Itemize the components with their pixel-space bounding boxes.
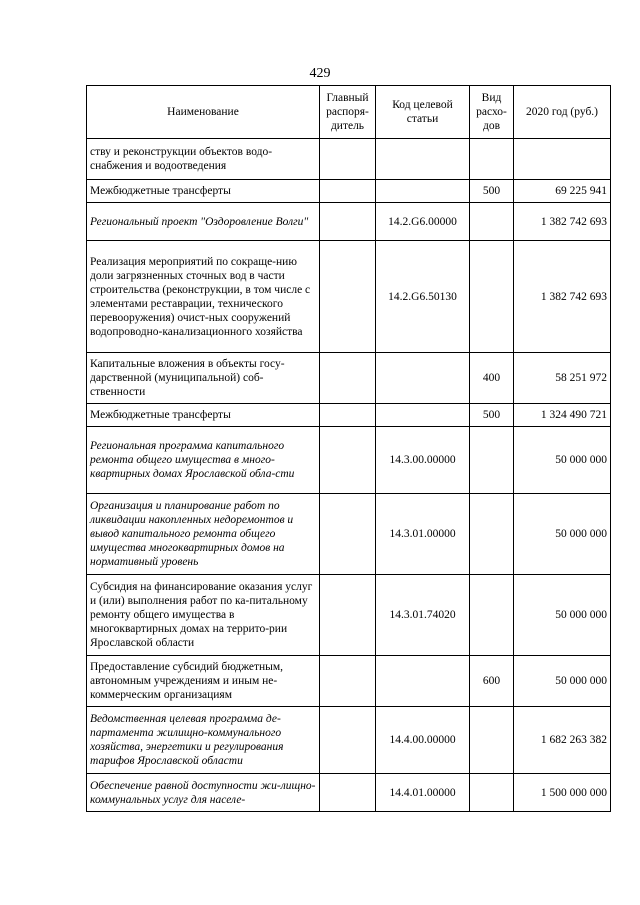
row-manager xyxy=(320,427,376,494)
row-name: Региональный проект "Оздоровление Волги" xyxy=(87,203,320,241)
row-name: Межбюджетные трансферты xyxy=(87,180,320,203)
table-row xyxy=(87,427,611,494)
row-kind xyxy=(470,494,514,575)
table-row xyxy=(87,575,611,656)
row-kind xyxy=(470,241,514,353)
page-number: 429 xyxy=(309,66,331,81)
table-row xyxy=(87,241,611,353)
row-code: 14.3.01.00000 xyxy=(376,494,470,575)
row-code xyxy=(376,180,470,203)
row-amount: 50 000 000 xyxy=(514,494,611,575)
row-amount: 1 324 490 721 xyxy=(514,404,611,427)
row-manager xyxy=(320,180,376,203)
table-row xyxy=(87,139,611,180)
header-manager: Главный распоря-дитель xyxy=(320,86,376,139)
header-year: 2020 год (руб.) xyxy=(514,86,611,139)
row-kind: 500 xyxy=(470,404,514,427)
row-kind: 600 xyxy=(470,656,514,707)
row-name: Региональная программа капитального ремонта общего имущества в много-квартирных домах Ярославской обла-сти xyxy=(87,427,320,494)
row-name: Капитальные вложения в объекты госу-дарственной (муниципальной) соб-ственности xyxy=(87,353,320,404)
row-name: Реализация мероприятий по сокраще-нию доли загрязненных сточных вод в части строительства (реконструкции, в том числе с элементами реставрации, технического перевооружения) очист-ных сооружений водопроводно-канализационного хозяйства xyxy=(87,241,320,353)
row-kind xyxy=(470,427,514,494)
row-kind xyxy=(470,774,514,812)
table-row xyxy=(87,353,611,404)
row-amount xyxy=(514,139,611,180)
table-row xyxy=(87,707,611,774)
row-amount: 1 682 263 382 xyxy=(514,707,611,774)
row-amount: 1 382 742 693 xyxy=(514,203,611,241)
header-code: Код целевой статьи xyxy=(376,86,470,139)
row-amount: 1 382 742 693 xyxy=(514,241,611,353)
row-kind xyxy=(470,139,514,180)
row-code: 14.4.00.00000 xyxy=(376,707,470,774)
budget-table xyxy=(86,85,611,812)
row-name: Организация и планирование работ по ликвидации накопленных недоремонтов и вывод капитального ремонта общего имущества многоквартирных домов на нормативный уровень xyxy=(87,494,320,575)
row-manager xyxy=(320,203,376,241)
row-manager xyxy=(320,707,376,774)
row-manager xyxy=(320,774,376,812)
header-kind: Вид расхо-дов xyxy=(470,86,514,139)
row-name: Ведомственная целевая программа де-партамента жилищно-коммунального хозяйства, энергетики и регулирования тарифов Ярославской области xyxy=(87,707,320,774)
row-code: 14.4.01.00000 xyxy=(376,774,470,812)
row-code: 14.2.G6.00000 xyxy=(376,203,470,241)
row-manager xyxy=(320,353,376,404)
row-name: Межбюджетные трансферты xyxy=(87,404,320,427)
row-kind xyxy=(470,575,514,656)
row-code xyxy=(376,656,470,707)
row-code xyxy=(376,139,470,180)
row-amount: 58 251 972 xyxy=(514,353,611,404)
table-row xyxy=(87,180,611,203)
table-row xyxy=(87,203,611,241)
row-name: ству и реконструкции объектов водо-снабжения и водоотведения xyxy=(87,139,320,180)
row-code xyxy=(376,353,470,404)
row-code: 14.3.01.74020 xyxy=(376,575,470,656)
row-manager xyxy=(320,494,376,575)
row-amount: 50 000 000 xyxy=(514,575,611,656)
header-name: Наименование xyxy=(87,86,320,139)
table-row xyxy=(87,656,611,707)
row-amount: 69 225 941 xyxy=(514,180,611,203)
row-code xyxy=(376,404,470,427)
row-kind: 400 xyxy=(470,353,514,404)
row-manager xyxy=(320,656,376,707)
row-code: 14.3.00.00000 xyxy=(376,427,470,494)
table-row xyxy=(87,404,611,427)
row-code: 14.2.G6.50130 xyxy=(376,241,470,353)
table-header-row xyxy=(87,86,611,139)
row-name: Предоставление субсидий бюджетным, автономным учреждениям и иным не-коммерческим организациям xyxy=(87,656,320,707)
row-amount: 1 500 000 000 xyxy=(514,774,611,812)
row-kind: 500 xyxy=(470,180,514,203)
row-manager xyxy=(320,241,376,353)
row-amount: 50 000 000 xyxy=(514,656,611,707)
row-manager xyxy=(320,404,376,427)
row-name: Обеспечение равной доступности жи-лищно-коммунальных услуг для населе- xyxy=(87,774,320,812)
table-row xyxy=(87,494,611,575)
table-row xyxy=(87,774,611,812)
row-manager xyxy=(320,139,376,180)
row-kind xyxy=(470,203,514,241)
row-name: Субсидия на финансирование оказания услуг и (или) выполнения работ по ка-питальному ремонту общего имущества в многоквартирных домах на террито-рии Ярославской области xyxy=(87,575,320,656)
row-manager xyxy=(320,575,376,656)
row-amount: 50 000 000 xyxy=(514,427,611,494)
row-kind xyxy=(470,707,514,774)
